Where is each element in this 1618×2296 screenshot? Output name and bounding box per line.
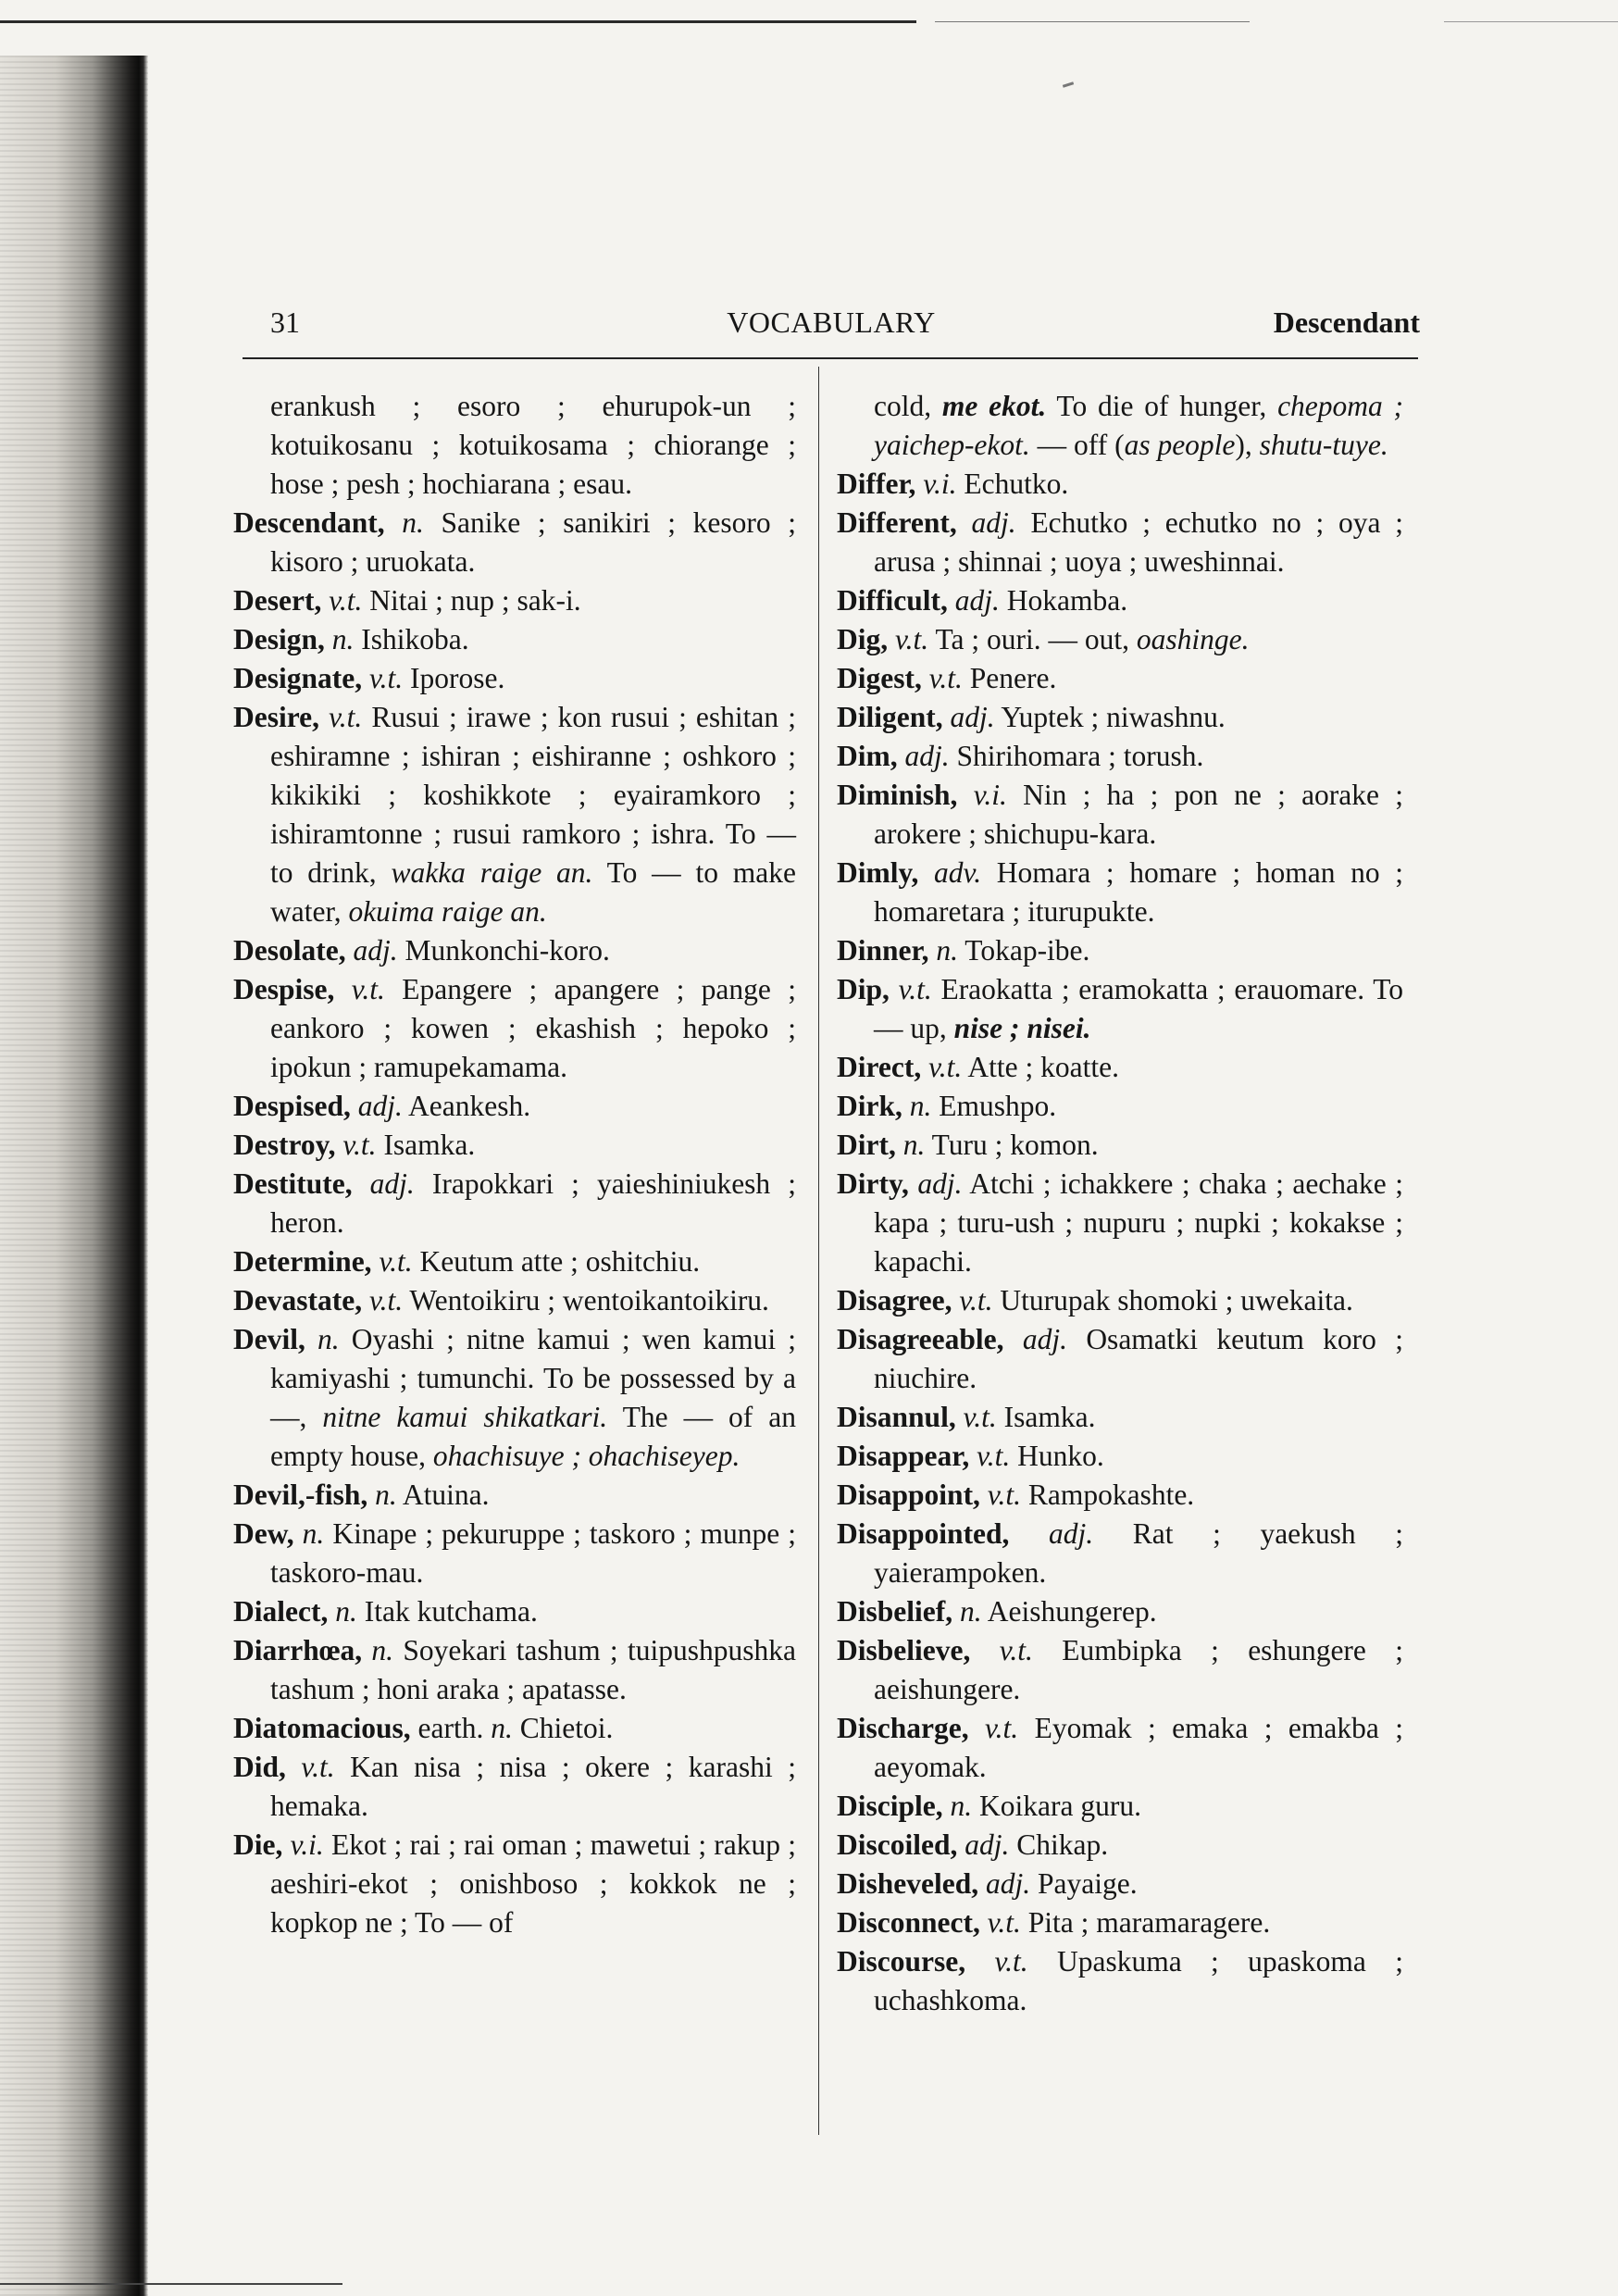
- definition-text: [952, 1595, 960, 1628]
- part-of-speech: v.t.: [928, 1051, 963, 1083]
- definition-text: [943, 701, 951, 733]
- part-of-speech: n.: [402, 506, 424, 539]
- definition-text: erankush ; esoro ; ehurupok-un ; kotuikosanu ; kotuikosama ; chiorange ; hose ; pesh ; hochiarana ; esau.: [270, 390, 796, 500]
- definition-text: [286, 1751, 302, 1783]
- part-of-speech: n.: [331, 623, 355, 655]
- definition-text: Payaige.: [1030, 1867, 1138, 1900]
- headword: Design,: [233, 623, 325, 655]
- headword: Devastate,: [233, 1284, 363, 1316]
- headword: Disappear,: [837, 1440, 970, 1472]
- part-of-speech: n.: [335, 1595, 357, 1628]
- headword: Destroy,: [233, 1129, 336, 1161]
- definition-text: Pita ; maramaragere.: [1020, 1906, 1271, 1939]
- dictionary-entry: [837, 465, 1403, 504]
- dictionary-entry: [837, 698, 1403, 737]
- definition-text: Koikara guru.: [972, 1790, 1141, 1822]
- definition-text: Chikap.: [1009, 1828, 1109, 1861]
- definition-text: [980, 1479, 988, 1511]
- headword: Dirk,: [837, 1090, 902, 1122]
- definition-text: [305, 1323, 317, 1355]
- definition-text: [319, 701, 329, 733]
- definition-text: [948, 584, 955, 617]
- headword: Disbelief,: [837, 1595, 953, 1628]
- definition-text: Soyekari tashum ; tuipushpushka tashum ; honi araka ; apatasse.: [270, 1634, 796, 1705]
- headword: Disannul,: [837, 1401, 956, 1433]
- headword: Different,: [837, 506, 957, 539]
- dictionary-entry: [837, 931, 1403, 970]
- headword: Disheveled,: [837, 1867, 979, 1900]
- definition-text: Hokamba.: [999, 584, 1128, 617]
- definition-text: [362, 1284, 369, 1316]
- definition-text: Turu ; komon.: [925, 1129, 1099, 1161]
- headword: Disappoint,: [837, 1479, 980, 1511]
- headword: Diatomacious,: [233, 1712, 411, 1744]
- headword: Dimly,: [837, 856, 919, 889]
- dictionary-entry: [233, 1242, 796, 1281]
- headword: Dirt,: [837, 1129, 896, 1161]
- definition-text: [385, 506, 403, 539]
- part-of-speech: v.i.: [923, 468, 957, 500]
- definition-text: [351, 1090, 358, 1122]
- headword: Destitute,: [233, 1167, 353, 1200]
- dictionary-entry: [233, 620, 796, 659]
- definition-text: Upaskuma ; upaskoma ; uchashkoma.: [874, 1945, 1403, 2016]
- part-of-speech: v.t.: [928, 662, 963, 694]
- part-of-speech: v.t.: [368, 1284, 404, 1316]
- bold-italic-text: nise ; nisei.: [953, 1012, 1091, 1044]
- dictionary-entry: [837, 1942, 1403, 2020]
- entry-continuation: [837, 387, 1403, 465]
- definition-text: [898, 740, 905, 772]
- dictionary-entry: [837, 1126, 1403, 1165]
- headword: Diminish,: [837, 779, 958, 811]
- definition-text: [888, 623, 895, 655]
- part-of-speech: v.t.: [301, 1751, 335, 1783]
- headword: Devil,-fish,: [233, 1479, 368, 1511]
- italic-text: okuima raige an.: [348, 895, 547, 928]
- dictionary-entry: [837, 581, 1403, 620]
- definition-text: Nin ; ha ; pon ne ; aorake ; arokere ; shichupu-kara.: [874, 779, 1404, 850]
- headword: Dew,: [233, 1517, 294, 1550]
- dictionary-entry: [837, 1631, 1403, 1709]
- headword: Descendant,: [233, 506, 385, 539]
- headword: Disciple,: [837, 1790, 943, 1822]
- part-of-speech: v.t.: [985, 1712, 1019, 1744]
- part-of-speech: v.i.: [973, 779, 1007, 811]
- definition-text: [918, 856, 934, 889]
- definition-text: Aeankesh.: [402, 1090, 531, 1122]
- definition-text: Itak kutchama.: [356, 1595, 538, 1628]
- definition-text: [362, 662, 369, 694]
- part-of-speech: adj.: [950, 701, 995, 733]
- italic-text: oashinge.: [1136, 623, 1250, 655]
- part-of-speech: v.t.: [994, 1945, 1028, 1978]
- definition-text: Eumbipka ; eshungere ; aeishungere.: [874, 1634, 1404, 1705]
- definition-text: Keutum atte ; oshitchiu.: [412, 1245, 701, 1278]
- dictionary-entry: [837, 1515, 1403, 1592]
- headword: Differ,: [837, 468, 916, 500]
- definition-text: Echutko ; echutko no ; oya ; arusa ; shinnai ; uoya ; uweshinnai.: [874, 506, 1403, 578]
- dictionary-entry: [837, 1476, 1403, 1515]
- headword: Diligent,: [837, 701, 943, 733]
- headword: Direct,: [837, 1051, 922, 1083]
- headword: Disagreeable,: [837, 1323, 1004, 1355]
- definition-text: [334, 973, 351, 1005]
- headword: Dip,: [837, 973, 890, 1005]
- definition-text: To die of hunger,: [1046, 390, 1278, 422]
- part-of-speech: v.i.: [290, 1828, 324, 1861]
- dictionary-entry: [837, 504, 1403, 581]
- headword: Dirty,: [837, 1167, 909, 1200]
- definition-text: Hunko.: [1010, 1440, 1104, 1472]
- dictionary-entry: [837, 1048, 1403, 1087]
- definition-text: [890, 973, 899, 1005]
- guide-word: Descendant: [1273, 306, 1420, 339]
- dictionary-entry: [837, 1398, 1403, 1437]
- dictionary-entry: [233, 1320, 796, 1476]
- definition-text: Echutko.: [956, 468, 1069, 500]
- dictionary-entry: [837, 620, 1403, 659]
- part-of-speech: v.t.: [987, 1906, 1021, 1939]
- definition-text: Rampokashte.: [1020, 1479, 1195, 1511]
- definition-text: Osamatki keutum koro ; niuchire.: [874, 1323, 1403, 1394]
- headword: Disappointed,: [837, 1517, 1010, 1550]
- part-of-speech: n.: [302, 1517, 325, 1550]
- definition-text: ),: [1235, 429, 1260, 461]
- left-column: [233, 387, 796, 1942]
- dictionary-entry: [837, 854, 1403, 931]
- definition-text: [909, 1167, 918, 1200]
- definition-text: Ishikoba.: [354, 623, 469, 655]
- definition-text: Eraokatta ; eramokatta ; erauomare. To — up,: [874, 973, 1404, 1044]
- part-of-speech: v.t.: [963, 1401, 997, 1433]
- definition-text: To — to make water,: [270, 856, 796, 928]
- dictionary-entry: [837, 1826, 1403, 1865]
- dictionary-entry: [233, 504, 796, 581]
- dictionary-entry: [233, 1281, 796, 1320]
- definition-text: Isamka.: [996, 1401, 1096, 1433]
- definition-text: Kinape ; pekuruppe ; taskoro ; munpe ; taskoro-mau.: [270, 1517, 797, 1589]
- definition-text: Rusui ; irawe ; kon rusui ; eshitan ; eshiramne ; ishiran ; eishiranne ; oshkoro ; kikikiki ; koshikkote ; eyairamkoro ; ishiramtonne ; rusui ramkoro ; ishra. To — to drink,: [270, 701, 796, 889]
- dictionary-entry: [837, 1320, 1403, 1398]
- dictionary-entry: [233, 1165, 796, 1242]
- headword: Devil,: [233, 1323, 305, 1355]
- part-of-speech: v.t.: [368, 662, 404, 694]
- part-of-speech: adj.: [954, 584, 1000, 617]
- part-of-speech: v.t.: [999, 1634, 1033, 1666]
- part-of-speech: v.t.: [329, 584, 363, 617]
- definition-text: [970, 1634, 999, 1666]
- part-of-speech: n.: [371, 1634, 394, 1666]
- running-title: VOCABULARY: [727, 306, 936, 339]
- dictionary-entry: [233, 659, 796, 698]
- dictionary-entry: [837, 1865, 1403, 1903]
- headword: Disbelieve,: [837, 1634, 971, 1666]
- dictionary-entry: [233, 698, 796, 931]
- definition-text: [1004, 1323, 1023, 1355]
- part-of-speech: adj.: [357, 1090, 403, 1122]
- headword: Desolate,: [233, 934, 346, 967]
- definition-text: [969, 1440, 977, 1472]
- definition-text: [921, 1051, 928, 1083]
- definition-text: [957, 506, 972, 539]
- definition-text: Munkonchi-koro.: [397, 934, 610, 967]
- headword: Disagree,: [837, 1284, 952, 1316]
- part-of-speech: adv.: [934, 856, 982, 889]
- headword: Dinner,: [837, 934, 929, 967]
- headword: Die,: [233, 1828, 283, 1861]
- definition-text: Rat ; yaekush ; yaierampoken.: [874, 1517, 1404, 1589]
- headword: Designate,: [233, 662, 363, 694]
- headword: Diarrhœa,: [233, 1634, 363, 1666]
- definition-text: [353, 1167, 370, 1200]
- book-binding-shadow: [0, 56, 148, 2296]
- definition-text: Sanike ; sanikiri ; kesoro ; kisoro ; uruokata.: [270, 506, 797, 578]
- dictionary-entry: [233, 1126, 796, 1165]
- headword: Digest,: [837, 662, 922, 694]
- definition-text: Kan nisa ; nisa ; okere ; karashi ; hemaka.: [270, 1751, 797, 1822]
- part-of-speech: v.t.: [342, 1129, 377, 1161]
- italic-text: chepoma ; yaichep-ekot.: [874, 390, 1404, 461]
- part-of-speech: v.t.: [898, 973, 932, 1005]
- part-of-speech: adj.: [971, 506, 1016, 539]
- definition-text: [367, 1479, 375, 1511]
- definition-text: [282, 1828, 290, 1861]
- dictionary-entry: [837, 1087, 1403, 1126]
- dictionary-entry: [837, 1437, 1403, 1476]
- definition-text: Atte ; koatte.: [962, 1051, 1119, 1083]
- part-of-speech: adj.: [353, 934, 398, 967]
- part-of-speech: n.: [950, 1790, 973, 1822]
- definition-text: Irapokkari ; yaieshiniukesh ; heron.: [270, 1167, 797, 1239]
- part-of-speech: v.t.: [977, 1440, 1011, 1472]
- definition-text: Yuptek ; niwashnu.: [994, 701, 1226, 733]
- part-of-speech: adj.: [904, 740, 950, 772]
- definition-text: Ta ; ouri. — out,: [928, 623, 1137, 655]
- page-header: [243, 306, 1420, 348]
- part-of-speech: n.: [959, 1595, 982, 1628]
- dictionary-entry: [233, 581, 796, 620]
- definition-text: The — of an empty house,: [270, 1401, 797, 1472]
- part-of-speech: adj.: [1049, 1517, 1094, 1550]
- dictionary-entry: [837, 659, 1403, 698]
- definition-text: [1009, 1517, 1049, 1550]
- page-number: 31: [270, 306, 300, 339]
- dictionary-entry: [837, 970, 1403, 1048]
- entry-continuation: [233, 387, 796, 504]
- dictionary-entry: [233, 1592, 796, 1631]
- dictionary-entry: [837, 1709, 1403, 1787]
- definition-text: Uturupak shomoki ; uwekaita.: [992, 1284, 1353, 1316]
- dictionary-entry: [233, 1826, 796, 1942]
- definition-text: Oyashi ; nitne kamui ; wen kamui ; kamiyashi ; tumunchi. To be possessed by a —,: [270, 1323, 796, 1433]
- dictionary-entry: [837, 1787, 1403, 1826]
- dictionary-entry: [233, 931, 796, 970]
- dictionary-entry: [233, 1748, 796, 1826]
- dictionary-entry: [837, 1592, 1403, 1631]
- definition-text: Chietoi.: [512, 1712, 614, 1744]
- part-of-speech: adj.: [917, 1167, 963, 1200]
- headword: Despise,: [233, 973, 335, 1005]
- definition-text: Atuina.: [396, 1479, 490, 1511]
- part-of-speech: n.: [317, 1323, 340, 1355]
- definition-text: Penere.: [962, 662, 1057, 694]
- definition-text: [978, 1867, 986, 1900]
- part-of-speech: adj.: [369, 1167, 415, 1200]
- definition-text: cold,: [874, 390, 942, 422]
- dictionary-entry: [837, 1903, 1403, 1942]
- part-of-speech: adj.: [986, 1867, 1031, 1900]
- headword: Dialect,: [233, 1595, 329, 1628]
- definition-text: Nitai ; nup ; sak-i.: [362, 584, 581, 617]
- dictionary-entry: [233, 1631, 796, 1709]
- part-of-speech: n.: [909, 1090, 932, 1122]
- definition-text: — off (: [1029, 429, 1125, 461]
- italic-text: nitne kamui shikatkari.: [322, 1401, 608, 1433]
- definition-text: Emushpo.: [931, 1090, 1057, 1122]
- headword: Discoiled,: [837, 1828, 958, 1861]
- part-of-speech: v.t.: [987, 1479, 1021, 1511]
- part-of-speech: v.t.: [379, 1245, 413, 1278]
- definition-text: Atchi ; ichakkere ; chaka ; aechake ; kapa ; turu-ush ; nupuru ; nupki ; kokakse ; kapachi.: [874, 1167, 1403, 1278]
- dictionary-entry: [233, 1087, 796, 1126]
- italic-text: as people: [1124, 429, 1236, 461]
- column-divider: [818, 367, 819, 2135]
- dictionary-entry: [233, 1476, 796, 1515]
- dictionary-entry: [233, 1515, 796, 1592]
- definition-text: [980, 1906, 988, 1939]
- headword: Desert,: [233, 584, 322, 617]
- bottom-edge-rule: [0, 2283, 342, 2285]
- definition-text: [943, 1790, 951, 1822]
- definition-text: [965, 1945, 994, 1978]
- dictionary-entry: [233, 1709, 796, 1748]
- part-of-speech: adj.: [965, 1828, 1010, 1861]
- definition-text: [922, 662, 929, 694]
- header-rule: [243, 357, 1418, 359]
- definition-text: [325, 623, 332, 655]
- definition-text: Wentoikiru ; wentoikantoikiru.: [403, 1284, 769, 1316]
- definition-text: [902, 1090, 910, 1122]
- part-of-speech: adj.: [1022, 1323, 1067, 1355]
- dictionary-entry: [233, 970, 796, 1087]
- stray-mark: [1063, 81, 1074, 88]
- headword: Discharge,: [837, 1712, 969, 1744]
- bold-italic-text: me ekot.: [941, 390, 1047, 422]
- headword: Disconnect,: [837, 1906, 980, 1939]
- part-of-speech: v.t.: [959, 1284, 993, 1316]
- headword: Dig,: [837, 623, 889, 655]
- definition-text: Eyomak ; emaka ; emakba ; aeyomak.: [874, 1712, 1404, 1783]
- definition-text: Isamka.: [376, 1129, 476, 1161]
- headword: Despised,: [233, 1090, 351, 1122]
- definition-text: Tokap-ibe.: [957, 934, 1090, 967]
- part-of-speech: v.t.: [895, 623, 929, 655]
- definition-text: Aeishungerep.: [981, 1595, 1157, 1628]
- definition-text: Iporose.: [403, 662, 505, 694]
- part-of-speech: v.t.: [329, 701, 363, 733]
- definition-text: Shirihomara ; torush.: [949, 740, 1204, 772]
- headword: Determine,: [233, 1245, 372, 1278]
- definition-text: Homara ; homare ; homan no ; homaretara ; iturupukte.: [874, 856, 1403, 928]
- headword: Discourse,: [837, 1945, 966, 1978]
- definition-text: [957, 779, 973, 811]
- part-of-speech: n.: [491, 1712, 513, 1744]
- part-of-speech: n.: [375, 1479, 397, 1511]
- definition-text: Epangere ; apangere ; pange ; eankoro ; kowen ; ekashish ; hepoko ; ipokun ; ramupekamama.: [270, 973, 796, 1083]
- part-of-speech: v.t.: [351, 973, 385, 1005]
- definition-text: earth.: [410, 1712, 492, 1744]
- dictionary-entry: [837, 737, 1403, 776]
- definition-text: [362, 1634, 371, 1666]
- dictionary-entry: [837, 1281, 1403, 1320]
- definition-text: [969, 1712, 985, 1744]
- definition-text: [896, 1129, 903, 1161]
- italic-text: wakka raige an.: [391, 856, 593, 889]
- definition-text: [294, 1517, 303, 1550]
- definition-text: [956, 1401, 964, 1433]
- part-of-speech: n.: [902, 1129, 926, 1161]
- dictionary-entry: [837, 1165, 1403, 1281]
- headword: Dim,: [837, 740, 898, 772]
- right-column: [837, 387, 1403, 2020]
- italic-text: ohachisuye ; ohachiseyep.: [432, 1440, 741, 1472]
- headword: Desire,: [233, 701, 320, 733]
- dictionary-entry: [837, 776, 1403, 854]
- headword: Difficult,: [837, 584, 948, 617]
- headword: Did,: [233, 1751, 286, 1783]
- part-of-speech: n.: [936, 934, 958, 967]
- definition-text: Ekot ; rai ; rai oman ; mawetui ; rakup ; aeshiri-ekot ; onishboso ; kokkok ne ; kopkop ne ; To — of: [270, 1828, 796, 1939]
- italic-text: shutu-tuye.: [1259, 429, 1388, 461]
